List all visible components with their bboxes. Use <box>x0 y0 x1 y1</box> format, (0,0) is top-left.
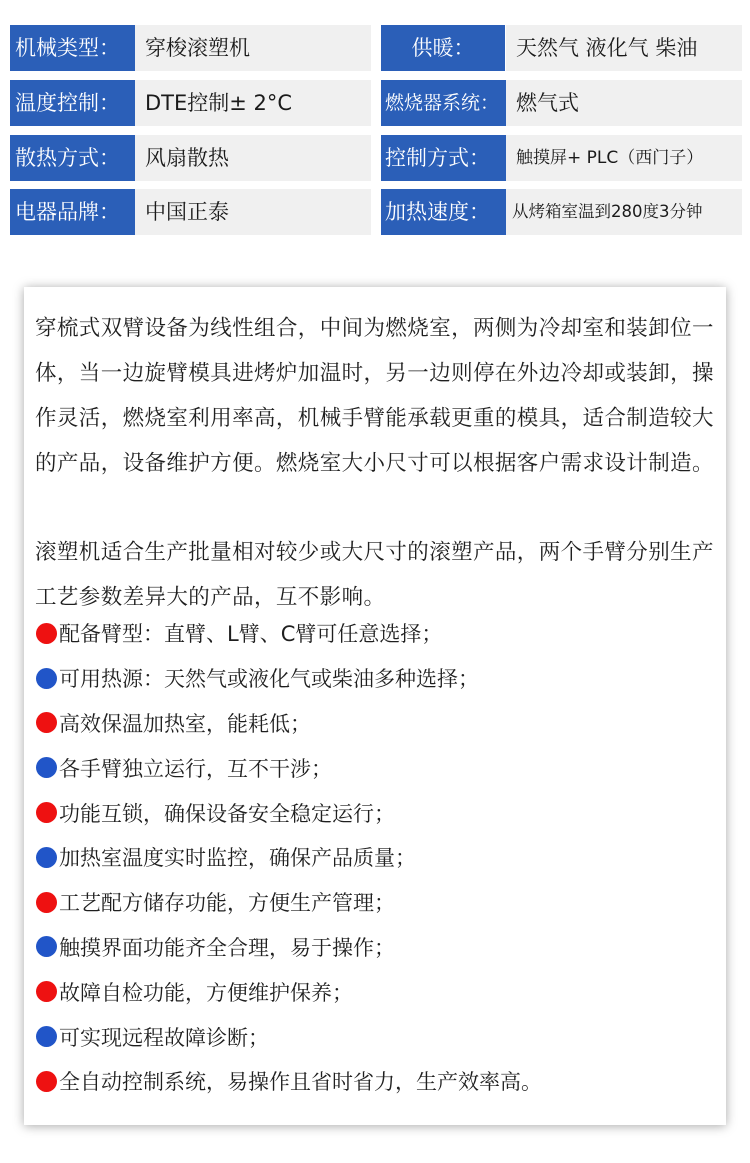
blue-bullet-icon <box>36 936 57 957</box>
feature-item <box>36 745 716 790</box>
feature-text: 可实现远程故障诊断； <box>59 1025 269 1050</box>
feature-item <box>36 701 716 746</box>
blue-bullet-icon <box>36 847 57 868</box>
feature-item <box>36 925 716 970</box>
red-bullet-icon <box>36 802 57 823</box>
spec-label-burner-system: 燃烧器系统： <box>381 80 509 126</box>
red-bullet-icon <box>36 892 57 913</box>
spec-value-heating: 天然气 液化气 柴油 <box>506 25 742 71</box>
feature-item <box>36 880 716 925</box>
red-bullet-icon <box>36 981 57 1002</box>
feature-text: 可用热源：天然气或液化气或柴油多种选择； <box>59 667 479 692</box>
spec-label-machine-type: 机械类型： <box>10 25 139 71</box>
red-bullet-icon <box>36 623 57 644</box>
feature-item <box>36 835 716 880</box>
feature-text: 各手臂独立运行，互不干涉； <box>59 756 332 781</box>
description-paragraph-1: 穿梳式双臂设备为线性组合，中间为燃烧室，两侧为冷却室和装卸位一体，当一边旋臂模具进烤炉加温时，另一边则停在外边冷却或装卸，操作灵活，燃烧室利用率高，机械手臂能承载更重的模具，适合制造较大的产品，设备维护方便。燃烧室大小尺寸可以根据客户需求设计制造。 <box>35 316 714 476</box>
spec-value-heating-speed: 从烤箱室温到280度3分钟 <box>506 189 742 235</box>
feature-item <box>36 790 716 835</box>
description-paragraph-2: 滚塑机适合生产批量相对较少或大尺寸的滚塑产品，两个手臂分别生产工艺参数差异大的产品，互不影响。 <box>35 540 714 610</box>
feature-item <box>36 611 716 656</box>
red-bullet-icon <box>36 1071 57 1092</box>
feature-text: 故障自检功能，方便维护保养； <box>59 980 353 1005</box>
spec-value-control-method: 触摸屏+ PLC（西门子） <box>506 135 742 181</box>
blue-bullet-icon <box>36 757 57 778</box>
spec-value-temperature-control: DTE控制± 2°C <box>135 80 371 126</box>
spec-value-machine-type: 穿梭滚塑机 <box>135 25 371 71</box>
feature-item <box>36 1059 716 1104</box>
spec-label-control-method: 控制方式： <box>381 135 509 181</box>
spec-value-electrical-brand: 中国正泰 <box>135 189 371 235</box>
feature-item <box>36 969 716 1014</box>
feature-text: 加热室温度实时监控，确保产品质量； <box>59 846 416 871</box>
spec-table <box>0 0 750 245</box>
spec-label-temperature-control: 温度控制： <box>10 80 139 126</box>
feature-text: 触摸界面功能齐全合理，易于操作； <box>59 935 395 960</box>
description-card <box>24 287 726 1125</box>
feature-text: 高效保温加热室，能耗低； <box>59 711 311 736</box>
spec-label-heating: 供暖： <box>381 25 505 71</box>
feature-list <box>36 611 716 1104</box>
blue-bullet-icon <box>36 1026 57 1047</box>
spec-value-cooling-method: 风扇散热 <box>135 135 371 181</box>
spec-label-cooling-method: 散热方式： <box>10 135 139 181</box>
spec-value-burner-system: 燃气式 <box>506 80 742 126</box>
blue-bullet-icon <box>36 668 57 689</box>
feature-text: 配备臂型：直臂、L臂、C臂可任意选择； <box>59 622 443 647</box>
feature-item <box>36 656 716 701</box>
spec-label-electrical-brand: 电器品牌： <box>10 189 139 235</box>
feature-text: 工艺配方储存功能，方便生产管理； <box>59 891 395 916</box>
feature-text: 全自动控制系统，易操作且省时省力，生产效率高。 <box>59 1070 542 1095</box>
feature-item <box>36 1014 716 1059</box>
feature-text: 功能互锁，确保设备安全稳定运行； <box>59 801 395 826</box>
red-bullet-icon <box>36 712 57 733</box>
spec-label-heating-speed: 加热速度： <box>381 189 509 235</box>
